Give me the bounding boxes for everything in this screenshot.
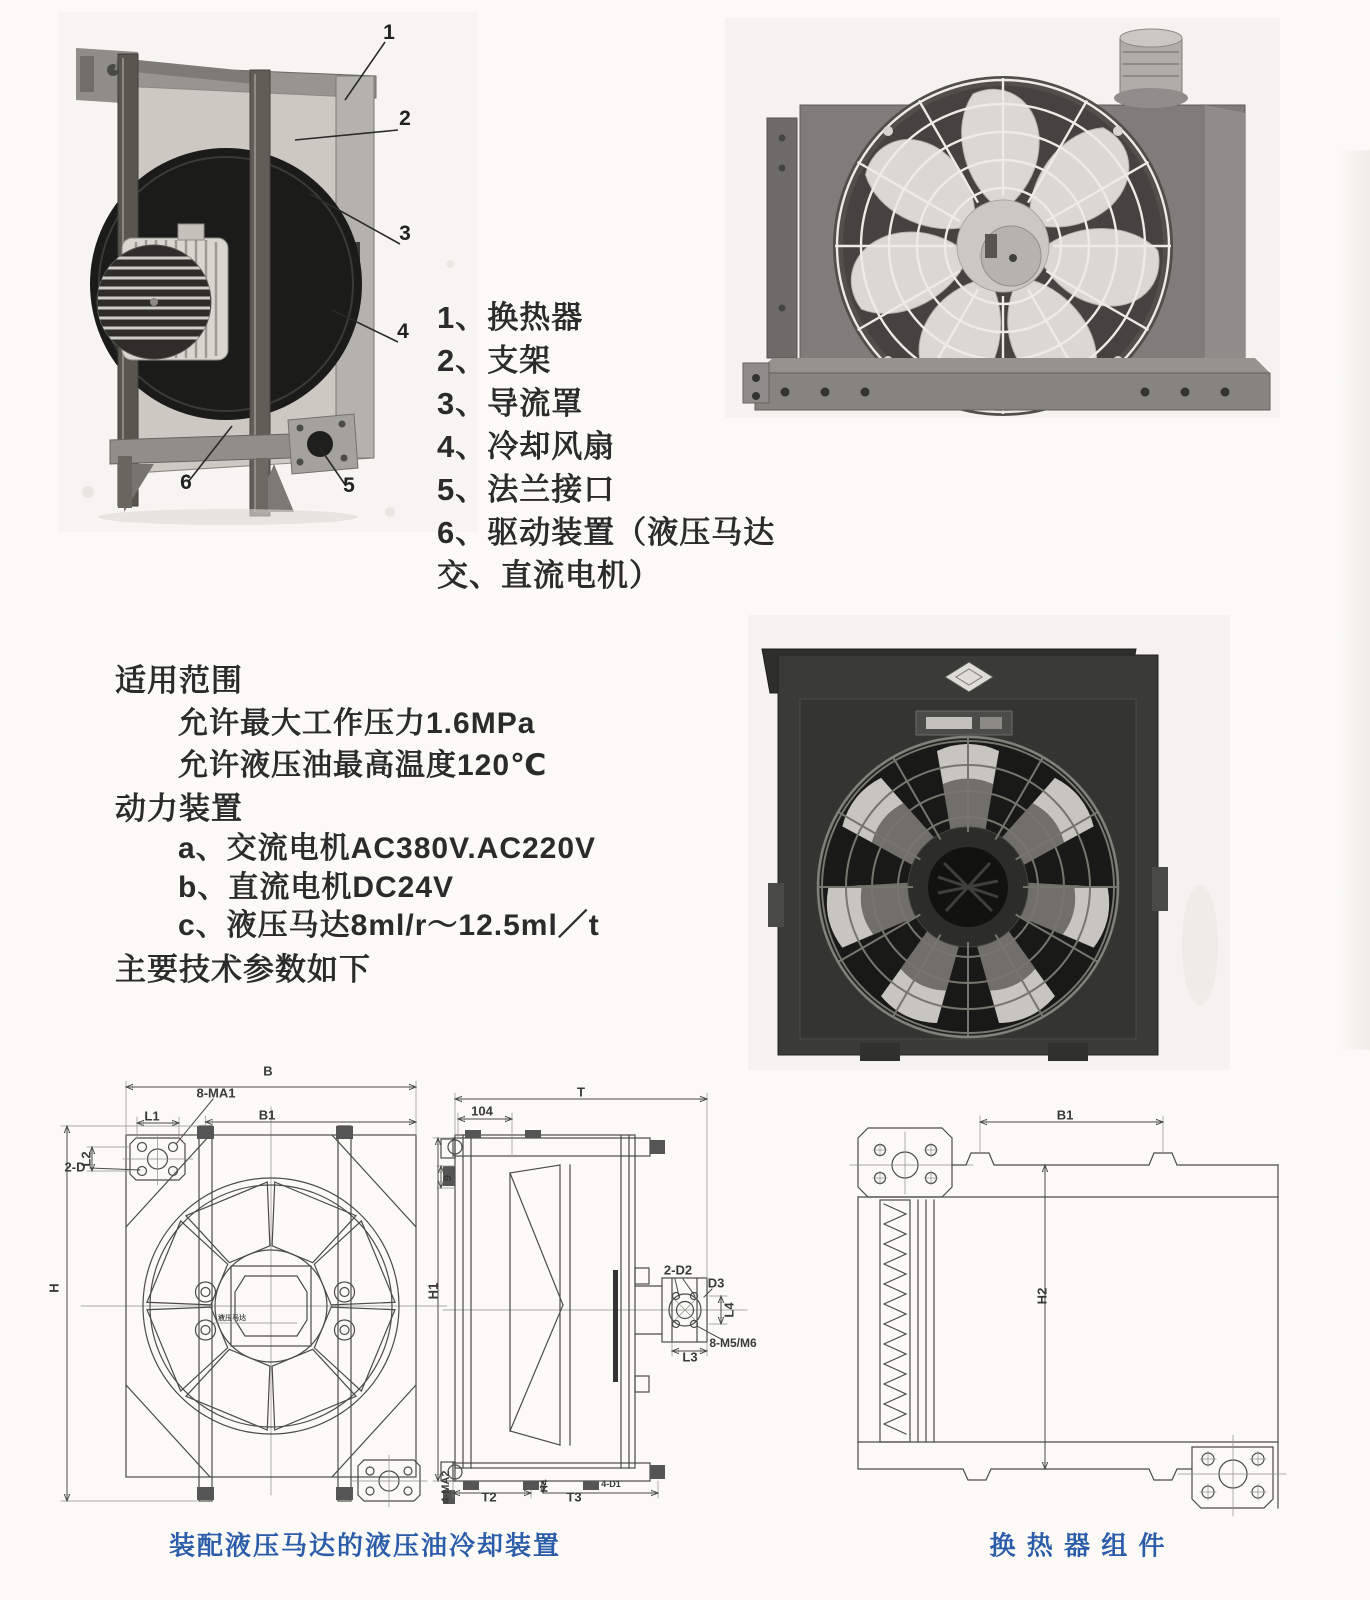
specs-item: b、直流电机DC24V <box>178 871 455 904</box>
specs-item: c、液压马达8ml/r～12.5ml／t <box>178 909 600 942</box>
specs-footer: 主要技术参数如下 <box>115 952 371 987</box>
parts-list-item: 6、驱动装置（液压马达 <box>437 515 776 550</box>
callout-6: 6 <box>180 471 192 494</box>
dim-104: 104 <box>471 1103 493 1119</box>
callout-4: 4 <box>397 320 409 343</box>
parts-list-item: 5、法兰接口 <box>437 472 616 507</box>
callout-3: 3 <box>399 222 411 245</box>
flange-plate <box>1178 1435 1286 1516</box>
dim-H2: H2 <box>1034 1287 1050 1305</box>
dim-2D: 2-D <box>64 1159 86 1175</box>
dim-B1: B1 <box>1056 1107 1074 1123</box>
flange-plate <box>850 1128 973 1197</box>
dim-H1: H1 <box>425 1282 441 1300</box>
dim-L1: L1 <box>144 1108 160 1124</box>
pipe-port <box>1114 29 1188 108</box>
dim-D3: D3 <box>707 1275 725 1291</box>
dim-T3: T3 <box>566 1489 582 1505</box>
dimension-drawing-front <box>45 1035 470 1510</box>
callout-1: 1 <box>383 21 395 44</box>
dim-B: B <box>263 1063 273 1079</box>
callout-5: 5 <box>343 474 355 497</box>
heat-exchanger-photo <box>748 615 1230 1070</box>
dim-2D2: 2-D2 <box>663 1262 693 1278</box>
fin-strip <box>880 1200 934 1442</box>
motor-tiny-label: 液压马达 <box>218 1315 246 1322</box>
caption-cooler-assembly: 装配液压马达的液压油冷却装置 <box>168 1530 562 1561</box>
dimension-drawing-heat-exchanger <box>838 1078 1298 1523</box>
parts-list-item: 2、支架 <box>437 343 552 378</box>
dim-L3: L3 <box>682 1349 698 1365</box>
parts-list-item: 3、导流罩 <box>437 386 584 421</box>
dim-4MA2: 4-MA2 <box>440 1470 452 1504</box>
specs-item: a、交流电机AC380V.AC220V <box>178 832 597 865</box>
dim-T: T <box>577 1084 585 1100</box>
dim-T2: T2 <box>481 1489 497 1505</box>
dim-H: H <box>46 1283 62 1293</box>
dim-L2: L2 <box>78 1151 94 1167</box>
dim-L4: L4 <box>721 1302 737 1318</box>
dim-8M5M6: 8-M5/M6 <box>709 1336 757 1350</box>
specs-heading: 适用范围 <box>115 663 243 698</box>
specs-item: 允许液压油最高温度120℃ <box>178 749 548 782</box>
dim-4D1: 4-D1 <box>601 1479 621 1489</box>
parts-list-item: 4、冷却风扇 <box>437 429 616 464</box>
cooler-photo-front <box>725 18 1280 418</box>
parts-list-item: 1、换热器 <box>437 300 584 335</box>
dim-8MA1: 8-MA1 <box>196 1085 236 1101</box>
specs-item: 允许最大工作压力1.6MPa <box>178 707 536 740</box>
dim-B1: B1 <box>258 1107 276 1123</box>
dim-H4: H4 <box>539 1479 551 1493</box>
parts-list-item: 交、直流电机） <box>437 558 661 593</box>
flange-plate <box>123 1134 193 1185</box>
caption-heat-exchanger: 换 热 器 组 件 <box>989 1530 1167 1561</box>
dim-9: 9 <box>442 1174 454 1182</box>
rod-bolts <box>196 1282 355 1340</box>
scan-streak <box>1336 150 1370 1050</box>
cooler-photo-labeled <box>58 12 478 532</box>
specs-heading: 动力装置 <box>115 791 243 826</box>
callout-2: 2 <box>399 107 411 130</box>
